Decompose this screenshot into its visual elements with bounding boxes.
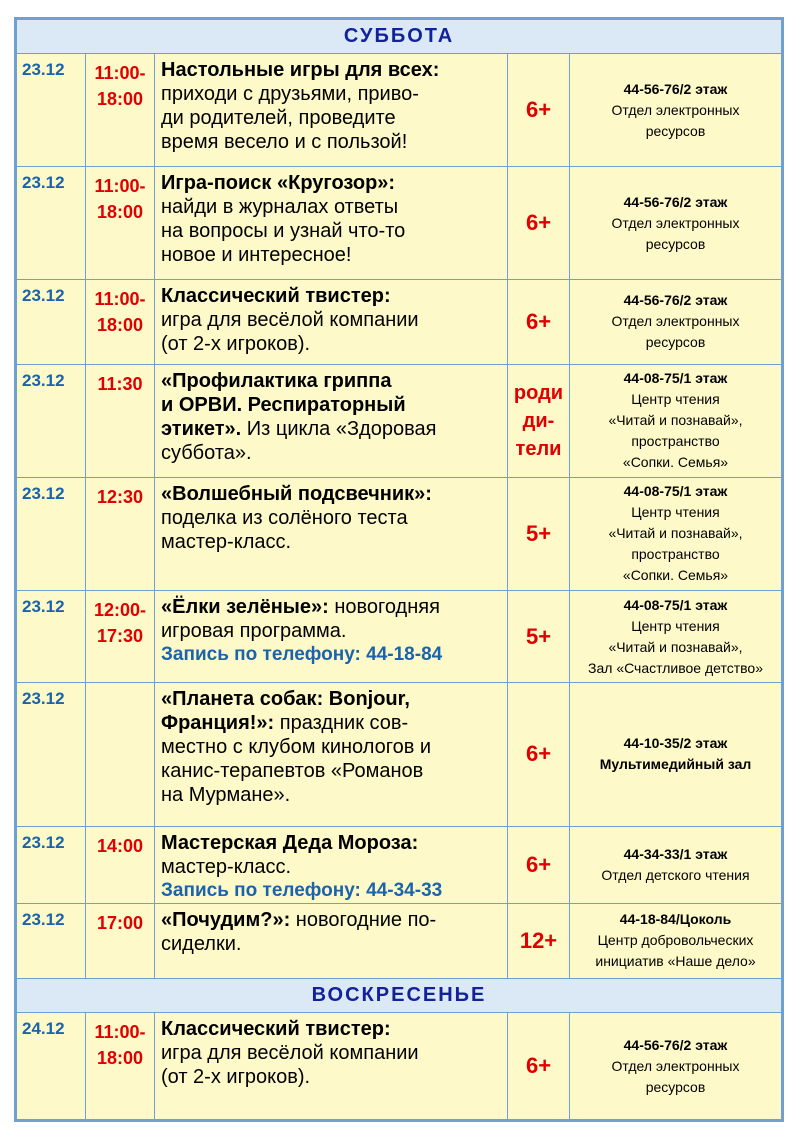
- event-age-line: 6+: [525, 851, 552, 877]
- event-date: 23.12: [17, 826, 86, 904]
- event-place-line: пространство: [631, 433, 720, 450]
- event-title-line: [161, 831, 503, 855]
- event-date: 23.12: [17, 477, 86, 590]
- event-time-line: 17:00: [96, 913, 144, 934]
- event-time-line: 14:00: [96, 835, 144, 856]
- event-age-line: 12+: [519, 927, 558, 953]
- event-title-line: [161, 482, 503, 506]
- event-time-line: 12:30: [96, 486, 144, 507]
- event-description-line: канис-терапевтов «Романов: [161, 760, 424, 783]
- event-title: «Профилактика гриппа: [161, 369, 392, 392]
- event-age-line: тели: [515, 437, 562, 460]
- event-place-line: Отдел электронных: [611, 313, 740, 330]
- event-phone: 44-56-76/2 этаж: [623, 292, 728, 309]
- event-phone: 44-56-76/2 этаж: [623, 193, 728, 210]
- event-time-line: 11:00-: [94, 289, 146, 310]
- event-phone: 44-18-84/Цоколь: [619, 911, 732, 928]
- event-title-rest: новогодние по-: [290, 909, 437, 932]
- event-time: [86, 1013, 155, 1120]
- event-title: Настольные игры для всех:: [161, 59, 440, 82]
- event-title-line: [161, 369, 503, 393]
- event-time: [86, 683, 155, 826]
- event-title: Классический твистер:: [161, 1018, 391, 1041]
- event-age-line: 5+: [525, 623, 552, 649]
- event-signup-phone: Запись по телефону: 44-18-84: [161, 643, 443, 665]
- event-description-line: сиделки.: [161, 933, 242, 956]
- event-title: этикет».: [161, 417, 242, 440]
- event-time: [86, 280, 155, 365]
- event-time: [86, 826, 155, 904]
- event-age: [508, 54, 570, 167]
- event-place-line: Зал «Счастливое детство»: [588, 659, 763, 676]
- event-title: Мастерская Деда Мороза:: [161, 831, 419, 854]
- event-date: 23.12: [17, 54, 86, 167]
- event-description-line: мастер-класс.: [161, 855, 292, 878]
- event-description-line: приходи с друзьями, приво-: [161, 83, 419, 106]
- event-title-line: [161, 393, 503, 417]
- event-age: [508, 280, 570, 365]
- event-place-line: Отдел детского чтения: [601, 866, 750, 883]
- event-phone: 44-08-75/1 этаж: [623, 596, 728, 613]
- event-row: [17, 1013, 782, 1120]
- event-description-line: время весело и с пользой!: [161, 131, 408, 154]
- event-place-line: пространство: [631, 546, 720, 563]
- event-age-line: 6+: [525, 308, 552, 334]
- event-description: [155, 904, 508, 979]
- event-title-rest: Из цикла «Здоровая: [241, 417, 437, 440]
- event-description: [155, 1013, 508, 1120]
- day-title: СУББОТА: [17, 20, 782, 54]
- event-location: [570, 280, 782, 365]
- event-place-line: Отдел электронных: [611, 214, 740, 231]
- event-time-line: 18:00: [96, 202, 144, 223]
- event-description: [155, 364, 508, 477]
- event-place-line: ресурсов: [645, 334, 706, 351]
- event-date: 23.12: [17, 364, 86, 477]
- event-time-line: 11:00-: [94, 176, 146, 197]
- event-description: [155, 477, 508, 590]
- event-description: [155, 590, 508, 683]
- event-row: [17, 590, 782, 683]
- event-phone: 44-34-33/1 этаж: [623, 845, 728, 862]
- event-title: «Планета собак: Bonjour,: [161, 688, 410, 711]
- event-row: [17, 54, 782, 167]
- event-description-line: суббота».: [161, 441, 252, 464]
- event-description: [155, 683, 508, 826]
- event-date: 23.12: [17, 280, 86, 365]
- event-description-line: ди родителей, проведите: [161, 107, 396, 130]
- event-description-line: поделка из солёного теста: [161, 506, 408, 529]
- event-row: [17, 477, 782, 590]
- event-place-line: ресурсов: [645, 1078, 706, 1095]
- event-description: [155, 167, 508, 280]
- event-title-rest: праздник сов-: [274, 712, 409, 735]
- event-description-line: игра для весёлой компании: [161, 1042, 419, 1065]
- event-title-line: [161, 58, 503, 82]
- event-title-line: [161, 908, 503, 932]
- event-place-line: Мультимедийный зал: [599, 756, 752, 773]
- event-date: 23.12: [17, 590, 86, 683]
- event-title-rest: новогодняя: [328, 595, 440, 618]
- event-place-line: Центр чтения: [631, 617, 720, 634]
- event-title: Игра-поиск «Кругозор»:: [161, 172, 396, 195]
- event-place-line: Центр чтения: [631, 391, 720, 408]
- event-place-line: Центр добровольческих: [597, 932, 754, 949]
- event-description-line: игровая программа.: [161, 619, 347, 642]
- event-time: [86, 167, 155, 280]
- event-time-line: 18:00: [96, 89, 144, 110]
- event-age: [508, 364, 570, 477]
- event-signup-phone: Запись по телефону: 44-34-33: [161, 879, 443, 901]
- event-description-line: на вопросы и узнай что-то: [161, 220, 406, 243]
- event-description: [155, 826, 508, 904]
- event-description-line: найди в журналах ответы: [161, 196, 399, 219]
- event-time-line: 18:00: [96, 315, 144, 336]
- event-place-line: «Читай и познавай»,: [608, 638, 743, 655]
- event-title-line: [161, 711, 503, 735]
- event-title-line: [161, 1017, 503, 1041]
- event-location: [570, 904, 782, 979]
- event-description-line: (от 2-х игроков).: [161, 1066, 311, 1089]
- event-row: [17, 167, 782, 280]
- event-location: [570, 590, 782, 683]
- event-place-line: ресурсов: [645, 122, 706, 139]
- event-age-line: роди: [513, 381, 564, 404]
- event-age: [508, 826, 570, 904]
- event-title: «Ёлки зелёные»:: [161, 595, 329, 618]
- event-place-line: Отдел электронных: [611, 1057, 740, 1074]
- event-title: «Волшебный подсвечник»:: [161, 482, 432, 505]
- event-title-line: [161, 595, 503, 619]
- event-place-line: ресурсов: [645, 235, 706, 252]
- event-title: Франция!»:: [161, 712, 275, 735]
- event-time: [86, 590, 155, 683]
- event-place-line: «Читай и познавай»,: [608, 525, 743, 542]
- event-date: 24.12: [17, 1013, 86, 1120]
- event-age-line: 6+: [525, 210, 552, 236]
- event-description-line: на Мурмане».: [161, 784, 291, 807]
- day-header-sunday: [17, 978, 782, 1012]
- event-place-line: «Читай и познавай»,: [608, 412, 743, 429]
- event-date: 23.12: [17, 167, 86, 280]
- event-place-line: Центр чтения: [631, 504, 720, 521]
- event-place-line: «Сопки. Семья»: [622, 567, 729, 584]
- event-phone: 44-56-76/2 этаж: [623, 80, 728, 97]
- event-description-line: мастер-класс.: [161, 530, 292, 553]
- event-age-line: 6+: [525, 1053, 552, 1079]
- event-location: [570, 826, 782, 904]
- event-time-line: 11:30: [97, 373, 143, 394]
- day-title: ВОСКРЕСЕНЬЕ: [17, 978, 782, 1012]
- event-age-line: 5+: [525, 520, 552, 546]
- event-time: [86, 54, 155, 167]
- event-location: [570, 364, 782, 477]
- event-age-line: 6+: [525, 741, 552, 767]
- event-date: 23.12: [17, 683, 86, 826]
- event-phone: 44-10-35/2 этаж: [623, 735, 728, 752]
- schedule-sheet: [14, 17, 784, 1122]
- event-age: [508, 904, 570, 979]
- event-time-line: 11:00-: [94, 63, 146, 84]
- event-age: [508, 167, 570, 280]
- event-place-line: Отдел электронных: [611, 101, 740, 118]
- event-time-line: 18:00: [96, 1048, 144, 1069]
- event-title: и ОРВИ. Респираторный: [161, 393, 406, 416]
- event-description-line: новое и интересное!: [161, 244, 352, 267]
- event-phone: 44-08-75/1 этаж: [623, 483, 728, 500]
- event-location: [570, 167, 782, 280]
- event-location: [570, 1013, 782, 1120]
- schedule-table: [16, 19, 782, 1120]
- event-time: [86, 904, 155, 979]
- event-time: [86, 477, 155, 590]
- event-row: [17, 826, 782, 904]
- event-description: [155, 280, 508, 365]
- event-place-line: «Сопки. Семья»: [622, 454, 729, 471]
- event-age: [508, 590, 570, 683]
- event-description-line: местно с клубом кинологов и: [161, 736, 432, 759]
- event-description-line: (от 2-х игроков).: [161, 333, 311, 356]
- event-age-line: 6+: [525, 97, 552, 123]
- event-description: [155, 54, 508, 167]
- event-row: [17, 683, 782, 826]
- event-title: Классический твистер:: [161, 285, 391, 308]
- day-header-saturday: [17, 20, 782, 54]
- event-place-line: инициатив «Наше дело»: [595, 953, 756, 970]
- event-row: [17, 904, 782, 979]
- event-row: [17, 364, 782, 477]
- event-title-line: [161, 417, 503, 441]
- event-title-line: [161, 687, 503, 711]
- event-age: [508, 683, 570, 826]
- event-title-line: [161, 284, 503, 308]
- event-time-line: 12:00-: [93, 599, 147, 620]
- event-row: [17, 280, 782, 365]
- event-location: [570, 54, 782, 167]
- event-phone: 44-56-76/2 этаж: [623, 1036, 728, 1053]
- event-date: 23.12: [17, 904, 86, 979]
- event-phone: 44-08-75/1 этаж: [623, 370, 728, 387]
- event-time-line: 17:30: [96, 625, 144, 646]
- event-age: [508, 477, 570, 590]
- event-location: [570, 683, 782, 826]
- event-title: «Почудим?»:: [161, 909, 291, 932]
- event-time-line: 11:00-: [94, 1022, 146, 1043]
- event-title-line: [161, 171, 503, 195]
- event-description-line: игра для весёлой компании: [161, 309, 419, 332]
- event-location: [570, 477, 782, 590]
- event-age: [508, 1013, 570, 1120]
- event-time: [86, 364, 155, 477]
- event-age-line: ди-: [522, 409, 555, 432]
